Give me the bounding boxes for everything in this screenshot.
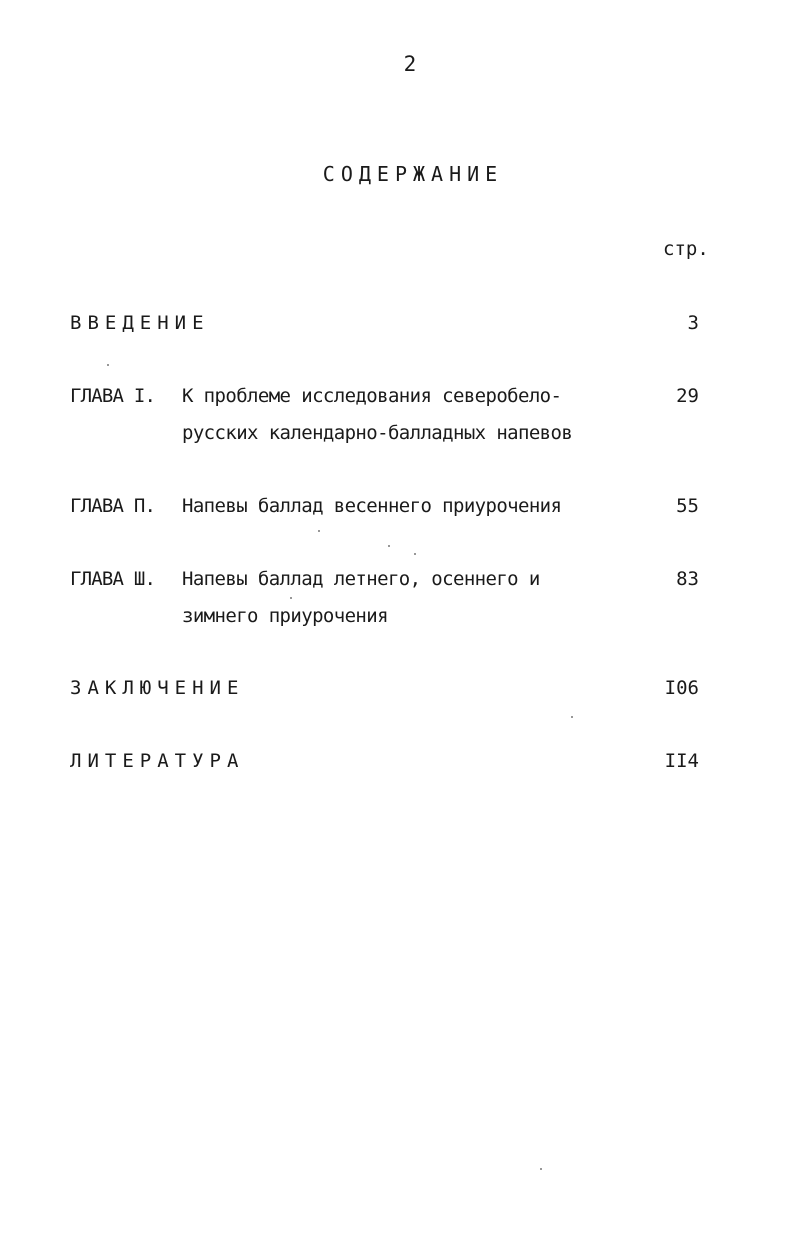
pages-column-label: стр.: [663, 238, 709, 260]
scan-speck: [540, 1168, 542, 1170]
toc-entry-title: ЗАКЛЮЧЕНИЕ: [70, 677, 245, 699]
scan-speck: [318, 530, 320, 532]
toc-entry-title: ВВЕДЕНИЕ: [70, 312, 210, 334]
scan-speck: [107, 364, 109, 366]
scan-speck: [388, 545, 390, 547]
toc-entry-page: I06: [664, 677, 699, 699]
toc-entry-title-line: русских календарно-балладных напевов: [182, 422, 573, 444]
toc-entry-title-line: Напевы баллад весеннего приурочения: [182, 495, 562, 517]
toc-entry-page: 55: [676, 495, 699, 517]
toc-entry-title-line: зимнего приурочения: [182, 605, 388, 627]
scan-speck: [414, 553, 416, 555]
scan-speck: [571, 716, 573, 718]
page-number: 2: [403, 52, 417, 76]
toc-chapter-label: ГЛАВА Ш.: [70, 568, 156, 590]
toc-entry-title-line: Напевы баллад летнего, осеннего и: [182, 568, 540, 590]
toc-entry-title-line: К проблеме исследования северобело-: [182, 385, 562, 407]
scan-speck: [290, 597, 292, 599]
toc-chapter-label: ГЛАВА I.: [70, 385, 156, 407]
toc-chapter-label: ГЛАВА П.: [70, 495, 156, 517]
toc-entry-page: 83: [676, 568, 699, 590]
toc-entry-page: 3: [687, 312, 699, 334]
toc-entry-page: II4: [664, 750, 699, 772]
toc-entry-title: ЛИТЕРАТУРА: [70, 750, 245, 772]
toc-entry-page: 29: [676, 385, 699, 407]
contents-title: СОДЕРЖАНИЕ: [322, 162, 504, 186]
